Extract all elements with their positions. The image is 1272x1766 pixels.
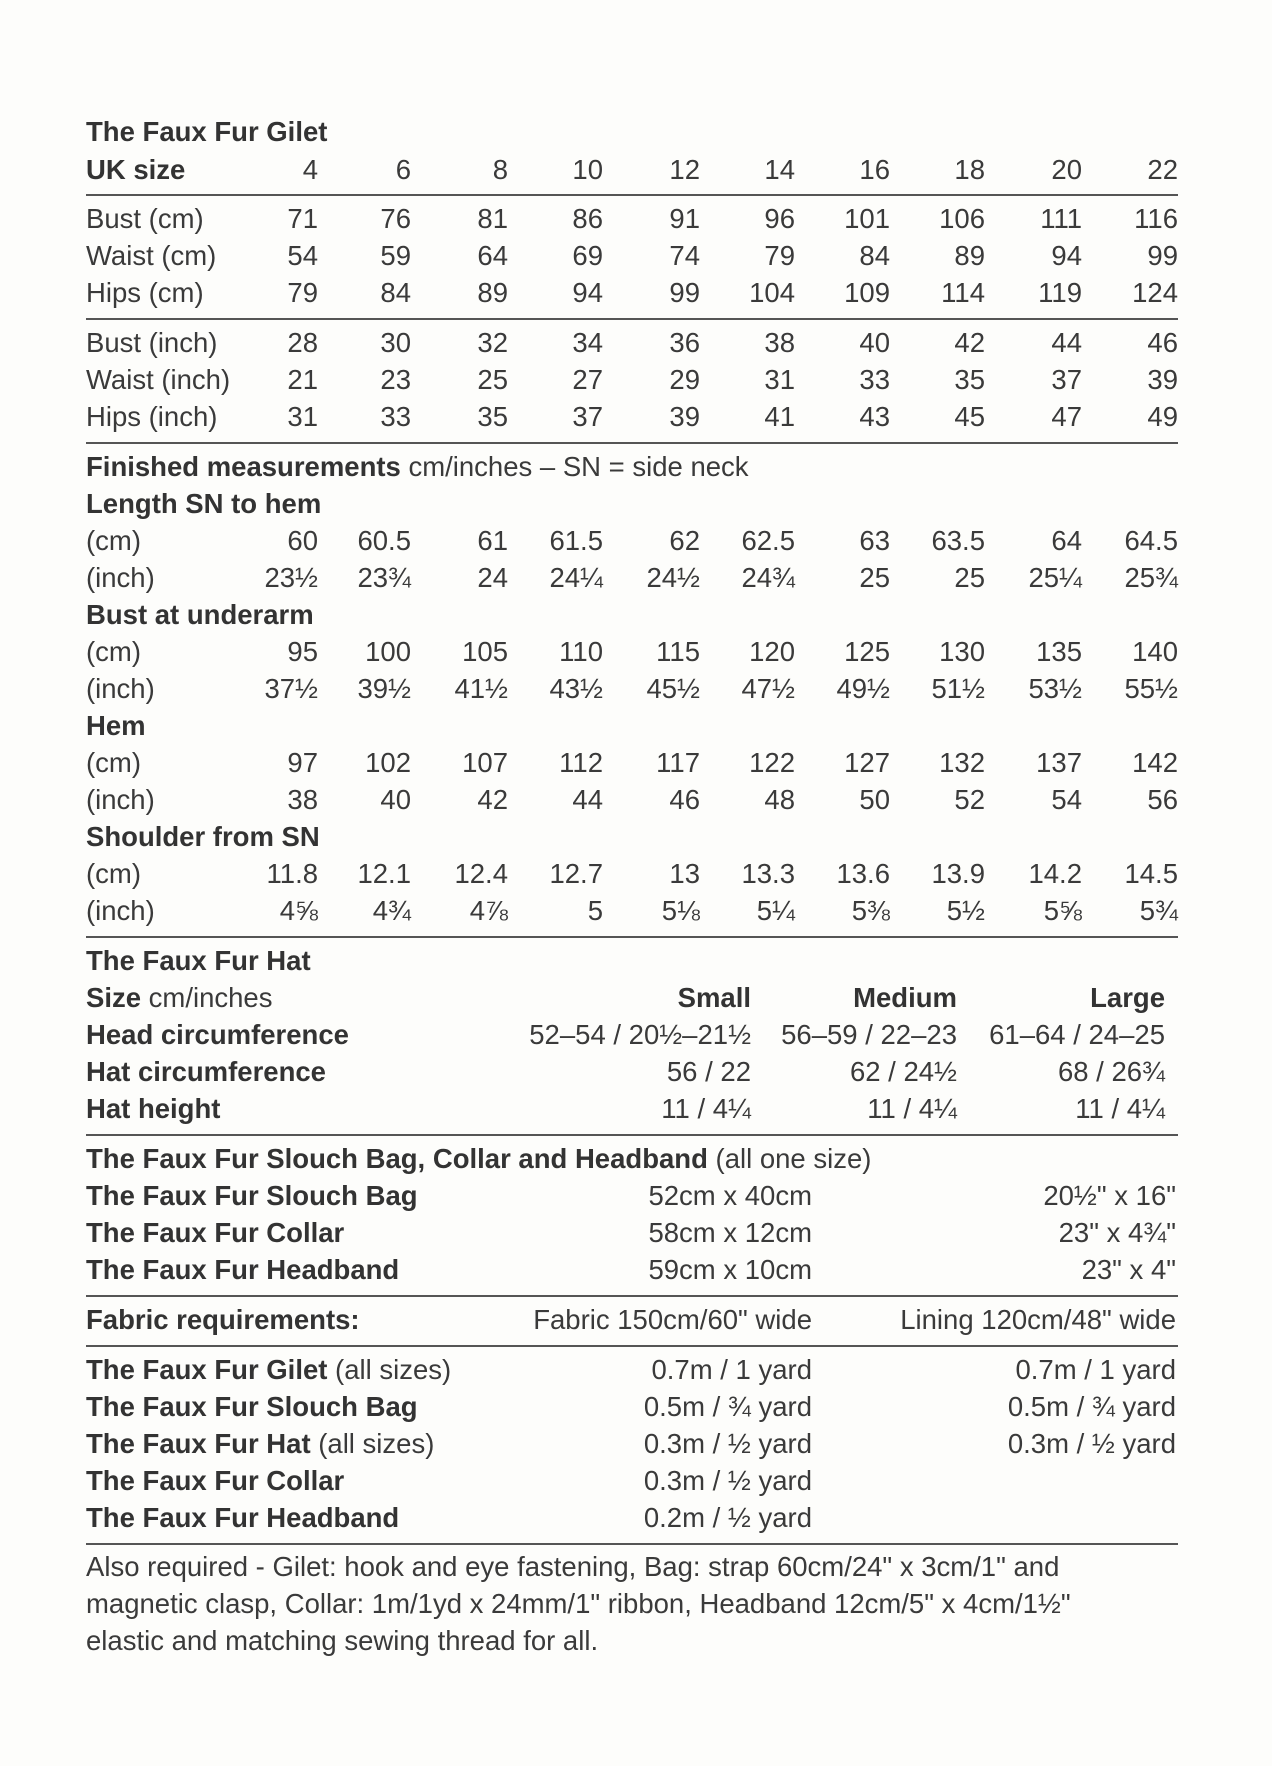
value-cell: 6 [395,154,411,185]
value-cell: 4¾ [372,895,411,926]
lining-column-header: Lining 120cm/48" wide [900,1304,1176,1335]
value-cell: 64.5 [1124,525,1178,556]
value-cell: 25 [954,562,985,593]
row-label-bold: The Faux Fur Slouch Bag [86,1391,418,1422]
fabric-hat-row [0,1425,1272,1462]
value-cell: 4⅝ [279,895,318,926]
lining-amount: 0.5m / ¾ yard [1007,1391,1176,1422]
section-title: Hem [86,710,146,741]
row-label: (cm) [86,525,141,556]
waist-cm-row [0,237,1272,274]
value-cell: 49 [1147,401,1178,432]
row-label: The Faux Fur Slouch Bag [86,1180,418,1211]
divider [86,442,1178,444]
value-cell: 137 [1036,747,1082,778]
value-cell: 28 [287,327,318,358]
row-label: (inch) [86,673,155,704]
hat-height-row [0,1090,1272,1127]
bust-underarm-title-row [0,596,1272,633]
row-label-bold: The Faux Fur Collar [86,1465,345,1496]
row-label: (cm) [86,636,141,667]
value-cell: 10 [572,154,603,185]
hat-value: 62 / 24½ [849,1056,957,1087]
hem-inch-row [0,781,1272,818]
lining-amount: 0.3m / ½ yard [1007,1428,1176,1459]
value-cell: 63.5 [931,525,985,556]
row-label: Bust (inch) [86,327,218,358]
hat-value: 56–59 / 22–23 [781,1019,957,1050]
value-cell: 44 [572,784,603,815]
row-label: Hat height [86,1093,221,1124]
value-cell: 40 [380,784,411,815]
value-cell: 22 [1147,154,1178,185]
hat-circumference-row [0,1053,1272,1090]
value-cell: 64 [1051,525,1082,556]
row-label: (inch) [86,895,155,926]
value-cell: 120 [749,636,795,667]
value-cell: 40 [859,327,890,358]
note-line: Also required - Gilet: hook and eye fastening, Bag: strap 60cm/24" x 3cm/1" and [86,1551,1060,1582]
hat-title: The Faux Fur Hat [86,945,311,976]
value-cell: 24½ [646,562,700,593]
value-cell: 25 [859,562,890,593]
hat-size-small: Small [677,982,751,1013]
length-cm-row [0,522,1272,559]
hat-size-header-row [0,979,1272,1016]
value-cell: 12 [669,154,700,185]
row-label: Hat circumference [86,1056,326,1087]
row-label [86,1351,451,1388]
value-cell: 23 [380,364,411,395]
value-cell: 89 [954,240,985,271]
value-cell: 46 [669,784,700,815]
value-cell: 114 [941,277,985,308]
value-cell: 24 [477,562,508,593]
hat-value: 11 / 4¼ [1075,1093,1165,1124]
fabric-title: Fabric requirements: [86,1304,360,1335]
value-cell: 56 [1147,784,1178,815]
value-cell: 13 [669,858,700,889]
value-cell: 12.7 [549,858,603,889]
hat-size-label [86,979,272,1016]
value-cell: 86 [572,203,603,234]
row-label: (inch) [86,562,155,593]
value-cell: 50 [859,784,890,815]
value-cell: 94 [572,277,603,308]
value-cell: 100 [365,636,411,667]
note-line: magnetic clasp, Collar: 1m/1yd x 24mm/1" ribbon, Headband 12cm/5" x 4cm/1½" [86,1588,1071,1619]
value-cell: 39 [669,401,700,432]
fabric-amount: 0.3m / ½ yard [643,1465,812,1496]
value-cell: 61.5 [549,525,603,556]
hat-size-medium: Medium [853,982,957,1013]
accessories-title [86,1140,871,1177]
value-cell: 41½ [454,673,508,704]
value-cell: 140 [1132,636,1178,667]
value-cell: 5⅝ [1043,895,1082,926]
value-cell: 62.5 [741,525,795,556]
value-cell: 105 [462,636,508,667]
value-cell: 94 [1051,240,1082,271]
hat-value: 11 / 4¼ [661,1093,751,1124]
value-cell: 20 [1051,154,1082,185]
value-cell: 54 [1051,784,1082,815]
fabric-header-row [0,1301,1272,1338]
value-cell: 5⅜ [851,895,890,926]
value-cell: 51½ [931,673,985,704]
value-cell: 60.5 [357,525,411,556]
value-cell: 35 [477,401,508,432]
divider [86,1345,1178,1347]
value-cell: 95 [287,636,318,667]
shoulder-cm-row [0,855,1272,892]
divider [86,936,1178,938]
also-required-note [86,1548,1186,1659]
bust-underarm-inch-row [0,670,1272,707]
fabric-collar-row [0,1462,1272,1499]
value-cell: 61 [477,525,508,556]
value-cell: 84 [380,277,411,308]
divider [86,1134,1178,1136]
row-label: Waist (inch) [86,364,231,395]
section-title: Shoulder from SN [86,821,320,852]
row-label: The Faux Fur Collar [86,1217,345,1248]
headband-size-row [0,1251,1272,1288]
value-cell: 43½ [549,673,603,704]
bust-inch-row [0,324,1272,361]
length-inch-row [0,559,1272,596]
value-cell: 16 [859,154,890,185]
finished-heading-suffix: cm/inches – SN = side neck [400,451,749,482]
value-cell: 53½ [1028,673,1082,704]
hat-size-large: Large [1090,982,1165,1013]
value-cell: 112 [559,747,603,778]
value-cell: 44 [1051,327,1082,358]
value-cell: 14 [764,154,795,185]
size-inch: 20½" x 16" [1043,1180,1176,1211]
length-title-row [0,485,1272,522]
row-label: Head circumference [86,1019,349,1050]
value-cell: 38 [764,327,795,358]
size-inch: 23" x 4¾" [1058,1217,1176,1248]
value-cell: 84 [859,240,890,271]
finished-heading [86,448,749,485]
value-cell: 55½ [1124,673,1178,704]
value-cell: 91 [669,203,700,234]
value-cell: 79 [764,240,795,271]
value-cell: 37 [1051,364,1082,395]
value-cell: 39 [1147,364,1178,395]
value-cell: 69 [572,240,603,271]
value-cell: 125 [844,636,890,667]
value-cell: 8 [492,154,508,185]
value-cell: 41 [764,401,795,432]
accessories-title-row [0,1140,1272,1177]
value-cell: 48 [764,784,795,815]
divider [86,1543,1178,1545]
value-cell: 107 [462,747,508,778]
value-cell: 101 [844,203,890,234]
value-cell: 117 [656,747,700,778]
value-cell: 5¾ [1139,895,1178,926]
value-cell: 59 [380,240,411,271]
hat-value: 61–64 / 24–25 [989,1019,1165,1050]
value-cell: 30 [380,327,411,358]
value-cell: 24¾ [741,562,795,593]
value-cell: 45½ [646,673,700,704]
fabric-gilet-row [0,1351,1272,1388]
value-cell: 13.3 [741,858,795,889]
value-cell: 5⅛ [661,895,700,926]
hat-value: 11 / 4¼ [867,1093,957,1124]
collar-size-row [0,1214,1272,1251]
value-cell: 23¾ [357,562,411,593]
shoulder-title-row [0,818,1272,855]
value-cell: 27 [572,364,603,395]
uk-size-label: UK size [86,154,186,185]
value-cell: 127 [844,747,890,778]
value-cell: 12.1 [357,858,411,889]
bust-cm-row [0,200,1272,237]
hips-inch-row [0,398,1272,435]
value-cell: 89 [477,277,508,308]
value-cell: 5 [587,895,603,926]
uk-size-header-row [0,151,1272,188]
value-cell: 81 [477,203,508,234]
value-cell: 38 [287,784,318,815]
value-cell: 45 [954,401,985,432]
value-cell: 99 [1147,240,1178,271]
gilet-title: The Faux Fur Gilet [86,116,328,147]
row-label [86,1462,344,1499]
value-cell: 54 [287,240,318,271]
row-label: Hips (cm) [86,277,204,308]
lining-amount: 0.7m / 1 yard [1015,1354,1176,1385]
value-cell: 18 [954,154,985,185]
value-cell: 102 [365,747,411,778]
finished-heading-row [0,448,1272,485]
row-label-bold: The Faux Fur Headband [86,1502,400,1533]
value-cell: 12.4 [454,858,508,889]
value-cell: 37½ [264,673,318,704]
row-label: (cm) [86,747,141,778]
value-cell: 115 [656,636,700,667]
finished-heading-bold: Finished measurements [86,451,401,482]
value-cell: 13.6 [836,858,890,889]
value-cell: 130 [939,636,985,667]
value-cell: 14.2 [1028,858,1082,889]
value-cell: 96 [764,203,795,234]
fabric-amount: 0.7m / 1 yard [651,1354,812,1385]
value-cell: 31 [764,364,795,395]
section-title: Bust at underarm [86,599,314,630]
value-cell: 104 [749,277,795,308]
fabric-amount: 0.3m / ½ yard [643,1428,812,1459]
divider [86,1295,1178,1297]
note-line: elastic and matching sewing thread for all. [86,1625,599,1656]
hat-value: 52–54 / 20½–21½ [529,1019,751,1050]
value-cell: 25¼ [1028,562,1082,593]
row-label [86,1425,434,1462]
value-cell: 106 [939,203,985,234]
size-cm: 58cm x 12cm [648,1217,812,1248]
value-cell: 99 [669,277,700,308]
hem-title-row [0,707,1272,744]
value-cell: 132 [939,747,985,778]
value-cell: 31 [287,401,318,432]
gilet-title-row [0,113,1272,150]
row-label-suffix: (all sizes) [310,1428,435,1459]
hat-title-row [0,942,1272,979]
row-label-bold: The Faux Fur Hat [86,1428,311,1459]
row-label [86,1499,399,1536]
value-cell: 5¼ [756,895,795,926]
row-label-bold: The Faux Fur Gilet [86,1354,328,1385]
value-cell: 29 [669,364,700,395]
hips-cm-row [0,274,1272,311]
value-cell: 79 [287,277,318,308]
value-cell: 47 [1051,401,1082,432]
size-cm: 52cm x 40cm [648,1180,812,1211]
section-title: Length SN to hem [86,488,322,519]
hat-size-label-bold: Size [86,982,142,1013]
value-cell: 33 [380,401,411,432]
value-cell: 116 [1134,203,1178,234]
bust-underarm-cm-row [0,633,1272,670]
value-cell: 36 [669,327,700,358]
value-cell: 39½ [357,673,411,704]
hat-value: 56 / 22 [666,1056,751,1087]
divider [86,318,1178,320]
accessories-title-bold: The Faux Fur Slouch Bag, Collar and Headband [86,1143,708,1174]
value-cell: 43 [859,401,890,432]
size-cm: 59cm x 10cm [648,1254,812,1285]
value-cell: 34 [572,327,603,358]
value-cell: 4 [302,154,318,185]
shoulder-inch-row [0,892,1272,929]
value-cell: 46 [1147,327,1178,358]
value-cell: 109 [844,277,890,308]
row-label-suffix: (all sizes) [327,1354,452,1385]
value-cell: 4⅞ [469,895,508,926]
fabric-amount: 0.2m / ½ yard [643,1502,812,1533]
hat-size-label-suffix: cm/inches [141,982,273,1013]
value-cell: 32 [477,327,508,358]
value-cell: 71 [287,203,318,234]
value-cell: 119 [1038,277,1082,308]
row-label: (cm) [86,858,141,889]
value-cell: 21 [287,364,318,395]
value-cell: 62 [669,525,700,556]
value-cell: 76 [380,203,411,234]
fabric-amount: 0.5m / ¾ yard [643,1391,812,1422]
value-cell: 111 [1040,203,1082,234]
accessories-title-suffix: (all one size) [707,1143,872,1174]
fabric-column-header: Fabric 150cm/60" wide [533,1304,812,1335]
value-cell: 33 [859,364,890,395]
waist-inch-row [0,361,1272,398]
row-label: Bust (cm) [86,203,204,234]
fabric-headband-row [0,1499,1272,1536]
head-circumference-row [0,1016,1272,1053]
slouch-bag-size-row [0,1177,1272,1214]
row-label: Hips (inch) [86,401,218,432]
row-label: (inch) [86,784,155,815]
value-cell: 74 [669,240,700,271]
size-inch: 23" x 4" [1081,1254,1176,1285]
row-label [86,1388,418,1425]
value-cell: 37 [572,401,603,432]
value-cell: 63 [859,525,890,556]
value-cell: 23½ [264,562,318,593]
value-cell: 35 [954,364,985,395]
value-cell: 142 [1132,747,1178,778]
value-cell: 25¾ [1124,562,1178,593]
row-label: Waist (cm) [86,240,217,271]
divider [86,194,1178,196]
value-cell: 24¼ [549,562,603,593]
value-cell: 60 [287,525,318,556]
value-cell: 52 [954,784,985,815]
value-cell: 97 [287,747,318,778]
value-cell: 5½ [946,895,985,926]
value-cell: 47½ [741,673,795,704]
fabric-slouch-bag-row [0,1388,1272,1425]
value-cell: 42 [477,784,508,815]
value-cell: 135 [1036,636,1082,667]
hat-value: 68 / 26¾ [1057,1056,1165,1087]
value-cell: 11.8 [266,858,318,889]
value-cell: 124 [1132,277,1178,308]
value-cell: 14.5 [1124,858,1178,889]
value-cell: 110 [559,636,603,667]
hem-cm-row [0,744,1272,781]
row-label: The Faux Fur Headband [86,1254,400,1285]
value-cell: 13.9 [931,858,985,889]
value-cell: 25 [477,364,508,395]
value-cell: 122 [749,747,795,778]
value-cell: 49½ [836,673,890,704]
value-cell: 64 [477,240,508,271]
value-cell: 42 [954,327,985,358]
